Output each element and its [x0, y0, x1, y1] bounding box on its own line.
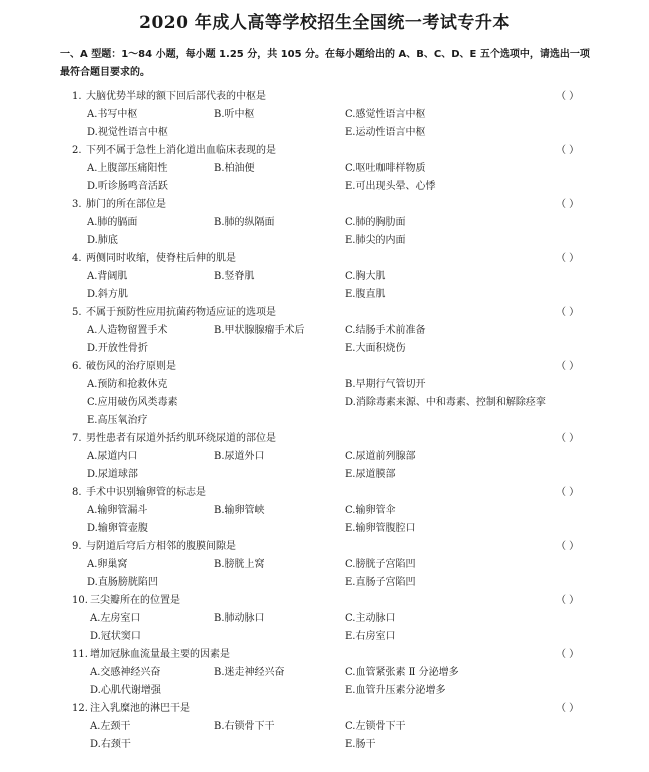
option-a: A.肺的膈面: [87, 217, 138, 228]
option-c: C.血管紧张素 Ⅱ 分泌增多: [345, 667, 459, 678]
option-b: B.右锁骨下干: [214, 721, 275, 732]
question-number: 2.: [72, 145, 82, 156]
question-stem: 注入乳糜池的淋巴干是: [90, 703, 190, 714]
question-stem: 两侧同时收缩，使脊柱后伸的肌是: [86, 253, 236, 264]
option-a: A.左颈干: [90, 721, 131, 732]
option-b: B.早期行气管切开: [345, 379, 426, 390]
question-number: 5.: [72, 307, 82, 318]
option-a: A.尿道内口: [87, 451, 138, 462]
option-a: A.人造物留置手术: [87, 325, 168, 336]
option-b: B.甲状腺腺瘤手术后: [214, 325, 305, 336]
option-e: E.高压氧治疗: [87, 415, 148, 426]
option-a: A.输卵管漏斗: [87, 505, 148, 516]
option-a: A.书写中枢: [87, 109, 138, 120]
question-stem: 男性患者有尿道外括约肌环绕尿道的部位是: [86, 433, 276, 444]
option-a: A.交感神经兴奋: [90, 667, 161, 678]
option-c: C.输卵管伞: [345, 505, 396, 516]
option-b: B.肺动脉口: [214, 613, 265, 624]
option-c: C.胸大肌: [345, 271, 386, 282]
question-3: [0, 196, 649, 250]
answer-blank: （ ）: [556, 433, 580, 444]
question-stem: 不属于预防性应用抗菌药物适应证的选项是: [86, 307, 276, 318]
option-e: E.血管升压素分泌增多: [345, 685, 446, 696]
answer-blank: （ ）: [556, 91, 580, 102]
section-intro: 一、A 型题：1～84 小题，每小题 1.25 分，共 105 分。在每小题给出的 A、B、C、D、E 五个选项中，请选出一项最符合题目要求的。: [60, 49, 590, 78]
answer-blank: （ ）: [556, 595, 580, 606]
option-e: E.肠干: [345, 739, 376, 750]
option-d: D.输卵管壶腹: [87, 523, 148, 534]
question-11: [0, 646, 649, 700]
option-d: D.消除毒素来源、中和毒素、控制和解除痉挛: [345, 397, 546, 408]
question-stem: 肺门的所在部位是: [86, 199, 166, 210]
page-title: 2020 年成人高等学校招生全国统一考试专升本: [139, 13, 510, 33]
option-c: C.主动脉口: [345, 613, 396, 624]
option-b: B.柏油便: [214, 163, 255, 174]
option-a: A.左房室口: [90, 613, 141, 624]
question-number: 12.: [72, 703, 88, 714]
option-c: C.肺的胸肋面: [345, 217, 406, 228]
question-number: 7.: [72, 433, 82, 444]
option-e: E.大面积烧伤: [345, 343, 406, 354]
answer-blank: （ ）: [556, 199, 580, 210]
option-d: D.尿道球部: [87, 469, 138, 480]
question-7: [0, 430, 649, 484]
question-number: 10.: [72, 595, 88, 606]
question-12: [0, 700, 649, 754]
option-d: D.心肌代谢增强: [90, 685, 161, 696]
option-c: C.左锁骨下干: [345, 721, 406, 732]
question-stem: 下列不属于急性上消化道出血临床表现的是: [86, 145, 276, 156]
option-d: D.直肠膀胱陷凹: [87, 577, 158, 588]
option-d: D.视觉性语言中枢: [87, 127, 168, 138]
answer-blank: （ ）: [556, 145, 580, 156]
question-number: 4.: [72, 253, 82, 264]
question-10: [0, 592, 649, 646]
question-stem: 三尖瓣所在的位置是: [90, 595, 180, 606]
question-number: 8.: [72, 487, 82, 498]
option-b: B.肺的纵隔面: [214, 217, 275, 228]
answer-blank: （ ）: [556, 541, 580, 552]
question-number: 3.: [72, 199, 82, 210]
option-c: C.应用破伤风类毒素: [87, 397, 178, 408]
question-list: [0, 88, 649, 754]
answer-blank: （ ）: [556, 253, 580, 264]
option-e: E.右房室口: [345, 631, 396, 642]
answer-blank: （ ）: [556, 649, 580, 660]
option-e: E.输卵管腹腔口: [345, 523, 416, 534]
question-5: [0, 304, 649, 358]
option-d: D.右颈干: [90, 739, 131, 750]
option-c: C.结肠手术前准备: [345, 325, 426, 336]
option-e: E.运动性语言中枢: [345, 127, 426, 138]
option-a: A.卵巢窝: [87, 559, 128, 570]
answer-blank: （ ）: [556, 703, 580, 714]
question-number: 11.: [72, 649, 88, 660]
option-a: A.预防和抢救休克: [87, 379, 168, 390]
question-number: 6.: [72, 361, 82, 372]
option-d: D.肺底: [87, 235, 118, 246]
answer-blank: （ ）: [556, 487, 580, 498]
option-a: A.背阔肌: [87, 271, 128, 282]
question-8: [0, 484, 649, 538]
option-d: D.冠状窦口: [90, 631, 141, 642]
question-stem: 与阴道后穹后方相邻的腹膜间隙是: [86, 541, 236, 552]
option-a: A.上腹部压痛阳性: [87, 163, 168, 174]
option-c: C.呕吐咖啡样物质: [345, 163, 426, 174]
question-6: [0, 358, 649, 430]
question-1: [0, 88, 649, 142]
answer-blank: （ ）: [556, 361, 580, 372]
option-b: B.听中枢: [214, 109, 255, 120]
option-e: E.可出现头晕、心悸: [345, 181, 436, 192]
question-2: [0, 142, 649, 196]
option-c: C.感觉性语言中枢: [345, 109, 426, 120]
question-9: [0, 538, 649, 592]
question-stem: 大脑优势半球的额下回后部代表的中枢是: [86, 91, 266, 102]
option-c: C.尿道前列腺部: [345, 451, 416, 462]
question-stem: 增加冠脉血流量最主要的因素是: [90, 649, 230, 660]
option-d: D.开放性骨折: [87, 343, 148, 354]
option-b: B.竖脊肌: [214, 271, 255, 282]
option-e: E.肺尖的内面: [345, 235, 406, 246]
option-c: C.膀胱子宫陷凹: [345, 559, 416, 570]
option-d: D.听诊肠鸣音活跃: [87, 181, 168, 192]
option-b: B.输卵管峡: [214, 505, 265, 516]
option-b: B.膀胱上窝: [214, 559, 265, 570]
option-e: E.腹直肌: [345, 289, 386, 300]
question-number: 9.: [72, 541, 82, 552]
question-stem: 破伤风的治疗原则是: [86, 361, 176, 372]
question-number: 1.: [72, 91, 82, 102]
question-4: [0, 250, 649, 304]
option-d: D.斜方肌: [87, 289, 128, 300]
question-stem: 手术中识别输卵管的标志是: [86, 487, 206, 498]
answer-blank: （ ）: [556, 307, 580, 318]
option-b: B.尿道外口: [214, 451, 265, 462]
option-b: B.迷走神经兴奋: [214, 667, 285, 678]
option-e: E.直肠子宫陷凹: [345, 577, 416, 588]
option-e: E.尿道膜部: [345, 469, 396, 480]
